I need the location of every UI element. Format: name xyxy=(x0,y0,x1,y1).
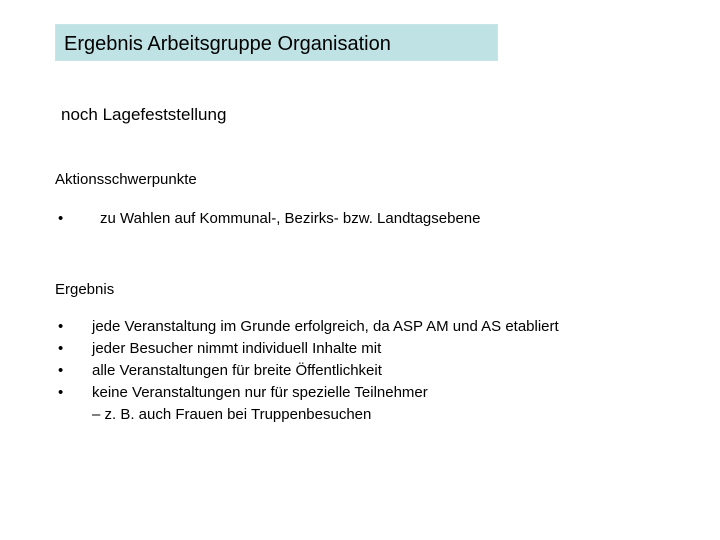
slide-title: Ergebnis Arbeitsgruppe Organisation xyxy=(64,33,391,55)
list-item-continuation: – z. B. auch Frauen bei Truppenbesuchen xyxy=(92,406,372,423)
list-item-text: zu Wahlen auf Kommunal-, Bezirks- bzw. Landtagsebene xyxy=(100,210,481,227)
bullet-icon: • xyxy=(58,318,64,335)
title-box xyxy=(55,24,498,61)
list-item-text: keine Veranstaltungen nur für spezielle Teilnehmer xyxy=(92,384,428,401)
bullet-icon: • xyxy=(58,384,64,401)
list-item-text: jeder Besucher nimmt individuell Inhalte mit xyxy=(92,340,382,357)
slide-subtitle: noch Lagefeststellung xyxy=(61,105,227,124)
aktionsschwerpunkte-heading: Aktionsschwerpunkte xyxy=(55,171,197,188)
list-item-text: jede Veranstaltung im Grunde erfolgreich, da ASP AM und AS etabliert xyxy=(92,318,559,335)
bullet-icon: • xyxy=(58,340,64,357)
bullet-icon: • xyxy=(58,362,64,379)
ergebnis-heading: Ergebnis xyxy=(55,281,115,298)
list-item-text: alle Veranstaltungen für breite Öffentlichkeit xyxy=(92,362,382,379)
bullet-icon: • xyxy=(58,210,64,227)
